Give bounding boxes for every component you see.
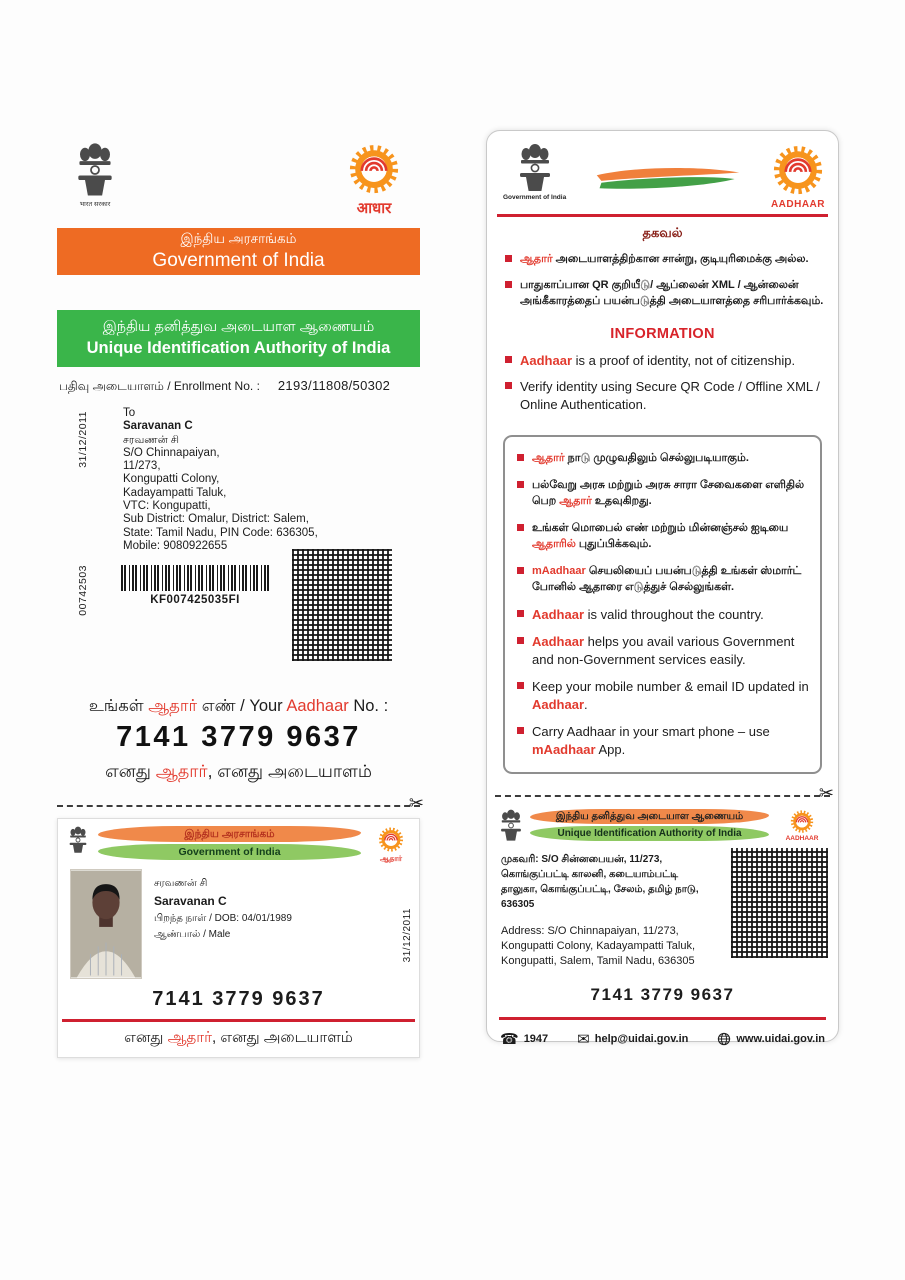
bullet-square-icon: [517, 454, 524, 461]
enrollment-number: 2193/11808/50302: [277, 378, 391, 393]
qr-code: [292, 549, 392, 661]
uidai-banner-tamil: இந்திய தனித்துவ அடையாள ஆணையம்: [102, 319, 375, 335]
address-tamil: முகவரி: S/O சின்னபையன், 11/273, கொங்குப்பட்டி காலனி, கடையாம்பட்டி தாலுகா, கொங்குப்பட்டி, சேலம், தமிழ் நாடு, 636305: [501, 854, 699, 911]
aadhaar-logo-caption: AADHAAR: [785, 835, 819, 843]
reference-number-vertical: 00742503: [77, 565, 89, 616]
email-contact: [577, 1030, 688, 1048]
card-header: [58, 824, 419, 864]
emblem-of-india: [75, 142, 115, 208]
aadhaar-tagline: எனது ஆதார், எனது அடையாளம்: [124, 1029, 353, 1046]
card-uidai-banner-english: Unique Identification Authority of India: [530, 826, 769, 841]
bullet-square-icon: [517, 524, 524, 531]
uidai-banner: [57, 310, 420, 367]
card-uidai-banner-tamil: இந்திய தனித்துவ அடையாள ஆணையம்: [530, 809, 769, 824]
info-bullet: [517, 450, 810, 467]
bullet-square-icon: [505, 356, 512, 363]
bullet-text: பாதுகாப்பான QR குறியீடு/ ஆப்லைன் XML / ஆன்லைன் அங்கீகாரத்தைப் பயன்படுத்தி அடையாளத்தை சரிபார்க்கவும்.: [520, 278, 824, 307]
bullet-text: ஆதார் அடையாளத்திற்கான சான்று, குடியுரிமைக்கு அல்ல.: [520, 253, 809, 265]
address-block: [57, 407, 420, 553]
info-bullet: [517, 563, 810, 596]
info-bullet: [517, 477, 810, 510]
to-label: To: [123, 407, 136, 419]
qr-code: [731, 848, 828, 958]
info-bullet: [505, 352, 824, 370]
envelope-icon: ✉: [577, 1031, 590, 1048]
aadhaar-sun-icon: [789, 809, 815, 835]
bullet-square-icon: [505, 281, 512, 288]
bullet-square-icon: [505, 382, 512, 389]
print-date-vertical: 31/12/2011: [77, 411, 89, 468]
website-url: www.uidai.gov.in: [736, 1033, 825, 1045]
aadhaar-sun-icon: [377, 826, 405, 854]
bullet-text: Verify identity using Secure QR Code / Offline XML / Online Authentication.: [520, 379, 820, 412]
emblem-caption: भारत सरकार: [79, 201, 111, 208]
aadhaar-number-label: உங்கள் ஆதார் எண் / Your Aadhaar No. :: [88, 697, 389, 715]
aadhaar-letter: [57, 142, 424, 1058]
red-divider: [62, 1019, 415, 1022]
aadhaar-logo-caption: ஆதார்: [379, 854, 403, 863]
emblem-caption: Government of India: [503, 194, 567, 201]
bullet-square-icon: [517, 567, 524, 574]
holder-name-tamil: சரவணன் சி: [154, 878, 208, 889]
recipient-address: [123, 407, 420, 553]
address-line: Mobile: 9080922655: [123, 539, 228, 552]
emblem-of-india-icon: [75, 142, 115, 198]
bullet-text: உங்கள் மொபைல் எண் மற்றும் மின்னஞ்சல் ஐடியை ஆதாரில் புதுப்பிக்கவும்.: [532, 521, 789, 551]
aadhaar-logo-caption: AADHAAR: [770, 199, 826, 210]
bullet-square-icon: [505, 255, 512, 262]
card-govt-banner-english: Government of India: [98, 844, 361, 860]
bullet-square-icon: [517, 637, 524, 644]
website-contact: [717, 1032, 825, 1046]
info-bullet: [517, 606, 810, 624]
leaflet-header: [487, 131, 838, 210]
bullet-text: பல்வேறு அரசு மற்றும் அரசு சாரா சேவைகளை எளிதில் பெற ஆதார் உதவுகிறது.: [532, 478, 805, 508]
aadhaar-sun-icon: [770, 143, 826, 199]
recipient-name-tamil: சரவணன் சி: [123, 433, 179, 446]
bullet-text: Keep your mobile number & email ID updated in Aadhaar.: [532, 679, 809, 712]
address-line: State: Tamil Nadu, PIN Code: 636305,: [123, 526, 318, 539]
address-line: 11/273,: [123, 460, 161, 473]
aadhaar-number: 7141 3779 9637: [152, 988, 325, 1010]
info-bullet: [517, 723, 810, 758]
holder-gender: ஆண்பால் / Male: [154, 929, 231, 941]
phone-contact: [500, 1030, 548, 1048]
info-bullet: [517, 520, 810, 553]
tamil-info-bullets: [505, 251, 824, 310]
card-body: [58, 864, 419, 979]
info-bullet: [517, 678, 810, 713]
red-divider: [497, 214, 828, 217]
info-bullet: [505, 378, 824, 413]
aadhaar-logo: [371, 826, 411, 864]
codes-row: [57, 557, 420, 673]
holder-dob: பிறந்த நாள் / DOB: 04/01/1989: [154, 913, 292, 925]
english-info-bullets: [505, 352, 824, 414]
recipient-name: Saravanan C: [123, 420, 193, 433]
address-line: S/O Chinnapaiyan,: [123, 446, 220, 459]
card-banners: [530, 809, 769, 841]
benefits-box: [503, 435, 822, 774]
info-bullet: [505, 277, 824, 310]
address-line: VTC: Kongupatti,: [123, 500, 211, 513]
address-line: Sub District: Omalur, District: Salem,: [123, 513, 309, 526]
card-back-header: [487, 797, 838, 842]
barcode: [121, 565, 269, 591]
uidai-banner-english: Unique Identification Authority of India: [86, 339, 391, 357]
tricolor-swoosh-icon: [594, 163, 742, 195]
email-address: help@uidai.gov.in: [594, 1033, 689, 1045]
government-banner: [57, 228, 420, 275]
aadhaar-number: 7141 3779 9637: [116, 721, 361, 753]
card-banners: [96, 826, 363, 860]
aadhaar-tagline: எனது ஆதார், எனது அடையாளம்: [105, 761, 372, 781]
bullet-text: Carry Aadhaar in your smart phone – use mAadhaar App.: [532, 724, 770, 757]
holder-details: [154, 869, 292, 979]
holder-photo: [70, 869, 142, 979]
phone-number: 1947: [523, 1033, 549, 1045]
emblem-of-india-icon: [68, 826, 88, 854]
bullet-square-icon: [517, 727, 524, 734]
address-line: Kongupatti Colony,: [123, 473, 220, 486]
aadhaar-card-front: [57, 818, 420, 1058]
aadhaar-logo: [346, 142, 402, 218]
address-english: Address: S/O Chinnapaiyan, 11/273, Kongupatti Colony, Kadayampatti Taluk, Kongupatti, Salem, Tamil Nadu, 636305: [501, 925, 696, 968]
letter-header: [57, 142, 420, 226]
emblem-of-india: [503, 143, 566, 201]
address-line: Kadayampatti Taluk,: [123, 486, 227, 499]
aadhaar-logo-caption: आधार: [356, 200, 392, 217]
card-back-body: [487, 842, 838, 969]
bullet-text: Aadhaar is a proof of identity, not of citizenship.: [520, 352, 796, 368]
aadhaar-sun-icon: [346, 142, 402, 198]
benefits-bullets: [517, 450, 810, 758]
emblem-of-india-icon: [499, 809, 523, 842]
info-title-tamil: தகவல்: [642, 225, 683, 240]
card-govt-banner-tamil: இந்திய அரசாங்கம்: [98, 826, 361, 842]
bullet-text: Aadhaar helps you avail various Government and non-Government services easily.: [532, 634, 795, 667]
bullet-square-icon: [517, 682, 524, 689]
globe-icon: [717, 1032, 731, 1046]
contact-footer: [487, 1020, 838, 1048]
bullet-text: Aadhaar is valid throughout the country.: [532, 606, 764, 622]
aadhaar-logo: [770, 143, 826, 210]
enrollment-label: பதிவு அடையாளம் / Enrollment No. :: [59, 379, 260, 393]
bullet-square-icon: [517, 610, 524, 617]
bullet-text: ஆதார் நாடு முழுவதிலும் செல்லுபடியாகும்.: [532, 452, 749, 465]
barcode-text: KF007425035FI: [150, 594, 240, 606]
government-banner-english: Government of India: [152, 250, 325, 271]
enrollment-row: [57, 378, 420, 395]
info-bullet: [505, 251, 824, 268]
info-bullet: [517, 633, 810, 668]
government-banner-tamil: இந்திய அரசாங்கம்: [180, 231, 297, 246]
cut-line: [57, 793, 424, 813]
bullet-square-icon: [517, 481, 524, 488]
aadhaar-number: 7141 3779 9637: [590, 985, 735, 1004]
aadhaar-logo: [776, 809, 828, 842]
emblem-of-india-icon: [517, 143, 553, 193]
holder-name: Saravanan C: [154, 894, 227, 908]
cut-line: [495, 783, 834, 804]
scissors-icon: ✂: [408, 793, 424, 813]
scissors-icon: ✂: [818, 783, 834, 804]
bullet-text: mAadhaar செயலியைப் பயன்படுத்தி உங்கள் ஸ்மார்ட் போனில் ஆதாரை எடுத்துச் செல்லுங்கள்.: [532, 564, 802, 594]
info-title-english: INFORMATION: [610, 325, 715, 342]
phone-icon: ☎: [500, 1031, 519, 1048]
print-date-vertical: 31/12/2011: [402, 908, 413, 963]
aadhaar-leaflet: [486, 130, 839, 1048]
